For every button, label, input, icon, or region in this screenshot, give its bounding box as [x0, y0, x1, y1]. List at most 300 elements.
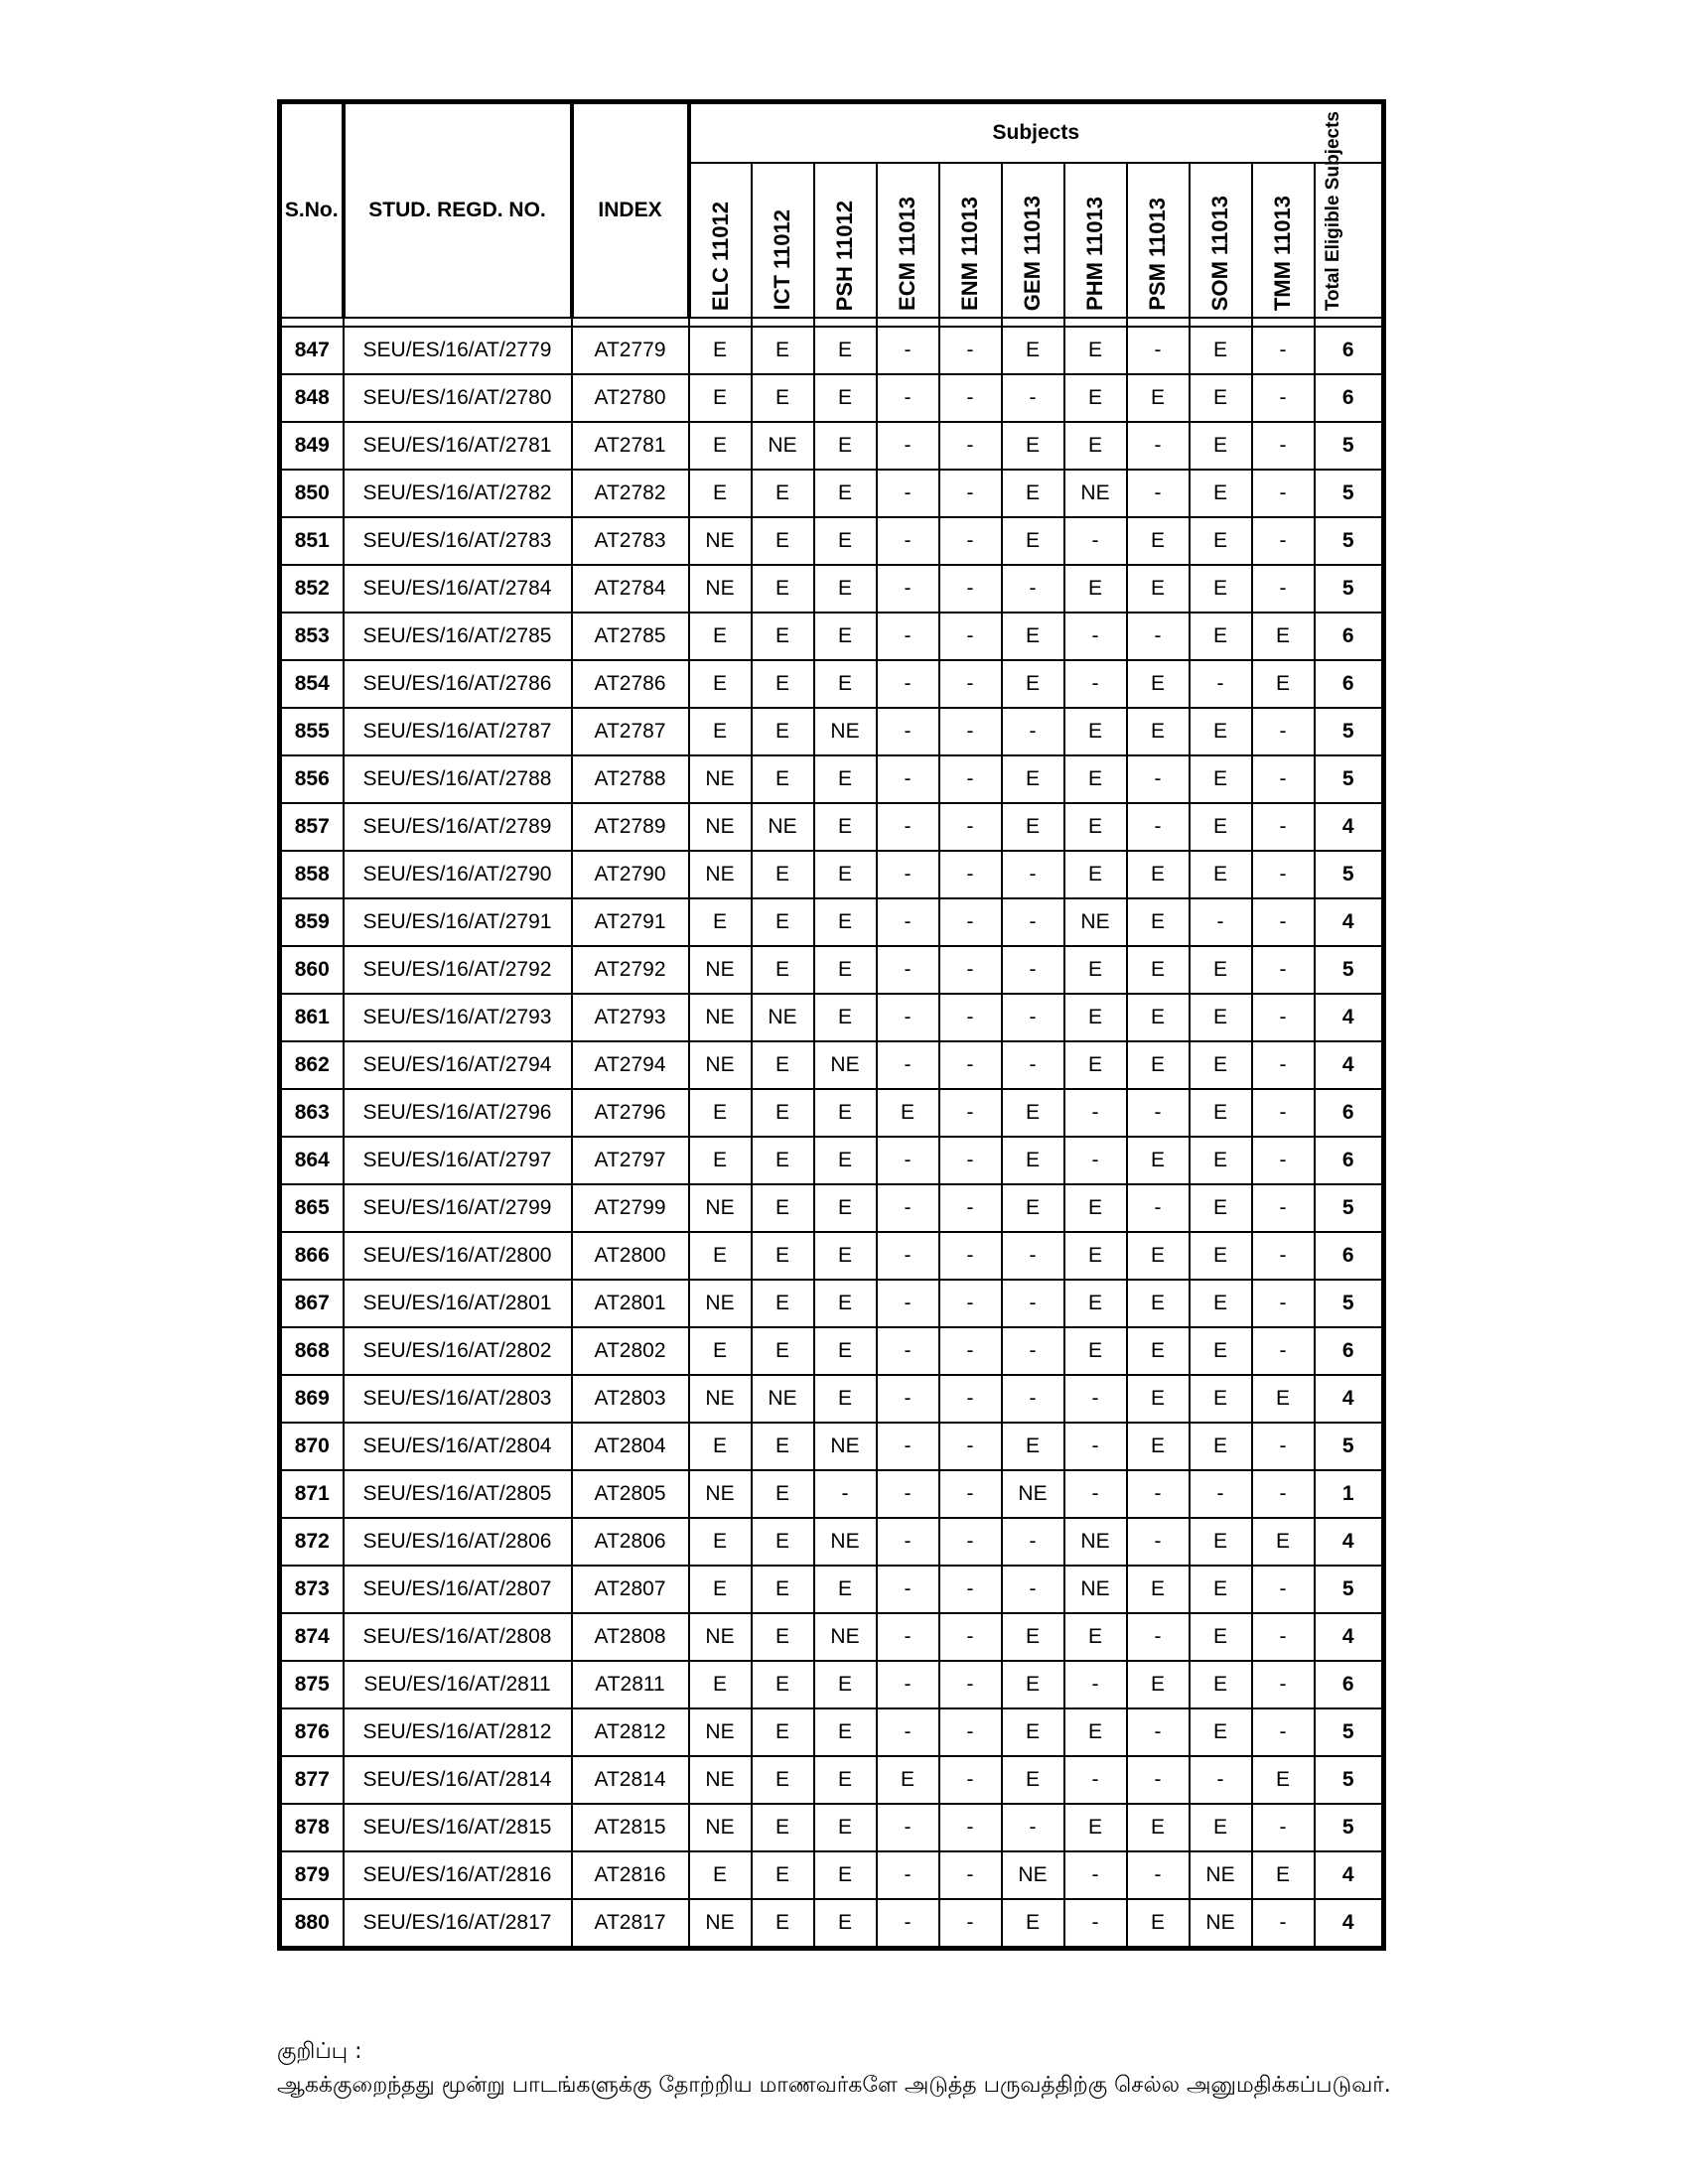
subject-status-cell: -: [1064, 1137, 1127, 1184]
subject-code-label: ELC 11012: [707, 201, 733, 311]
subject-status-cell: E: [752, 898, 814, 946]
subject-status-cell: E: [1002, 327, 1064, 374]
index-cell: AT2789: [572, 803, 689, 851]
subject-status-cell: E: [752, 470, 814, 517]
subject-code-label: PHM 11013: [1082, 197, 1108, 311]
subject-status-cell: E: [1190, 1232, 1252, 1280]
subject-status-cell: NE: [814, 1518, 877, 1566]
spacer-cell: [1127, 318, 1190, 327]
index-cell: AT2794: [572, 1041, 689, 1089]
subject-status-cell: E: [814, 851, 877, 898]
regd-cell: SEU/ES/16/AT/2786: [344, 660, 572, 708]
subject-status-cell: E: [814, 1851, 877, 1899]
total-cell: 4: [1315, 1518, 1384, 1566]
subject-status-cell: -: [877, 565, 939, 613]
regd-cell: SEU/ES/16/AT/2817: [344, 1899, 572, 1949]
sno-cell: 854: [280, 660, 344, 708]
subject-status-cell: E: [1064, 1184, 1127, 1232]
table-row: [280, 898, 1384, 946]
subject-status-cell: -: [939, 422, 1002, 470]
subject-status-cell: -: [877, 898, 939, 946]
table-row: [280, 1423, 1384, 1470]
subject-status-cell: E: [1002, 1184, 1064, 1232]
subject-status-cell: E: [814, 1804, 877, 1851]
subject-status-cell: NE: [1064, 898, 1127, 946]
subject-status-cell: E: [689, 660, 752, 708]
index-cell: AT2814: [572, 1756, 689, 1804]
index-cell: AT2806: [572, 1518, 689, 1566]
subject-status-cell: E: [1127, 565, 1190, 613]
subject-status-cell: NE: [689, 1280, 752, 1327]
subject-status-cell: -: [1002, 1518, 1064, 1566]
subject-status-cell: E: [1064, 946, 1127, 994]
subject-status-cell: E: [814, 898, 877, 946]
sno-cell: 853: [280, 613, 344, 660]
subject-status-cell: -: [1190, 898, 1252, 946]
subject-status-cell: E: [1002, 755, 1064, 803]
subject-status-cell: -: [1064, 517, 1127, 565]
total-cell: 6: [1315, 374, 1384, 422]
spacer-cell: [752, 318, 814, 327]
subject-status-cell: -: [877, 994, 939, 1041]
subject-status-cell: E: [814, 946, 877, 994]
subject-status-cell: -: [1252, 470, 1315, 517]
subject-status-cell: -: [939, 1851, 1002, 1899]
subject-status-cell: -: [1127, 470, 1190, 517]
subject-status-cell: NE: [689, 994, 752, 1041]
subject-status-cell: -: [939, 946, 1002, 994]
subject-status-cell: E: [1064, 803, 1127, 851]
total-cell: 1: [1315, 1470, 1384, 1518]
regd-cell: SEU/ES/16/AT/2807: [344, 1566, 572, 1613]
subject-status-cell: E: [814, 994, 877, 1041]
col-header-subject: [1127, 163, 1190, 318]
subject-status-cell: E: [752, 613, 814, 660]
subject-status-cell: NE: [689, 1708, 752, 1756]
subject-status-cell: -: [1064, 1756, 1127, 1804]
sno-cell: 880: [280, 1899, 344, 1949]
total-cell: 6: [1315, 660, 1384, 708]
spacer-cell: [344, 318, 572, 327]
regd-cell: SEU/ES/16/AT/2811: [344, 1661, 572, 1708]
subject-status-cell: E: [1190, 565, 1252, 613]
total-cell: 4: [1315, 1851, 1384, 1899]
regd-cell: SEU/ES/16/AT/2787: [344, 708, 572, 755]
table-row: [280, 1661, 1384, 1708]
index-cell: AT2807: [572, 1566, 689, 1613]
index-cell: AT2805: [572, 1470, 689, 1518]
subject-status-cell: -: [877, 470, 939, 517]
index-cell: AT2781: [572, 422, 689, 470]
subject-status-cell: E: [1064, 565, 1127, 613]
subject-status-cell: -: [1190, 660, 1252, 708]
subjects-group-header: Subjects: [689, 102, 1384, 164]
subject-status-cell: -: [1252, 1613, 1315, 1661]
subject-status-cell: -: [1252, 565, 1315, 613]
subject-status-cell: E: [1190, 470, 1252, 517]
subject-status-cell: -: [939, 517, 1002, 565]
subject-status-cell: E: [752, 1851, 814, 1899]
subject-status-cell: E: [814, 1661, 877, 1708]
subject-status-cell: E: [689, 1518, 752, 1566]
spacer-cell: [1190, 318, 1252, 327]
subject-status-cell: E: [1190, 1804, 1252, 1851]
subject-status-cell: NE: [1064, 470, 1127, 517]
index-cell: AT2788: [572, 755, 689, 803]
index-cell: AT2817: [572, 1899, 689, 1949]
total-cell: 5: [1315, 1423, 1384, 1470]
subject-status-cell: E: [1127, 1661, 1190, 1708]
spacer-cell: [1002, 318, 1064, 327]
subject-status-cell: -: [1002, 1375, 1064, 1423]
subject-status-cell: -: [1252, 1804, 1315, 1851]
col-header-subject: [1064, 163, 1127, 318]
subject-status-cell: E: [689, 708, 752, 755]
subject-status-cell: -: [939, 1137, 1002, 1184]
table-row: [280, 1232, 1384, 1280]
subject-status-cell: E: [1190, 994, 1252, 1041]
table-row: [280, 1566, 1384, 1613]
index-cell: AT2800: [572, 1232, 689, 1280]
sno-cell: 852: [280, 565, 344, 613]
table-row: [280, 565, 1384, 613]
subject-status-cell: E: [1190, 803, 1252, 851]
sno-cell: 850: [280, 470, 344, 517]
subject-status-cell: -: [1127, 1613, 1190, 1661]
subject-status-cell: -: [1002, 851, 1064, 898]
regd-cell: SEU/ES/16/AT/2782: [344, 470, 572, 517]
footnote-text: ஆகக்குறைந்தது மூன்று பாடங்களுக்கு தோற்றிய மாணவர்களே அடுத்த பருவத்திற்கு செல்ல அனுமதிக்கப்படுவர்.: [277, 2073, 1391, 2098]
subject-status-cell: E: [752, 374, 814, 422]
table-row: [280, 1137, 1384, 1184]
subject-code-label: SOM 11013: [1207, 195, 1233, 311]
subject-status-cell: -: [1252, 517, 1315, 565]
subject-status-cell: -: [1127, 613, 1190, 660]
subject-status-cell: E: [1190, 1375, 1252, 1423]
subject-status-cell: E: [1064, 1232, 1127, 1280]
spacer-cell: [572, 318, 689, 327]
regd-cell: SEU/ES/16/AT/2796: [344, 1089, 572, 1137]
subject-status-cell: NE: [689, 803, 752, 851]
total-cell: 5: [1315, 1184, 1384, 1232]
subject-status-cell: -: [1127, 1470, 1190, 1518]
subject-status-cell: E: [1002, 1089, 1064, 1137]
regd-cell: SEU/ES/16/AT/2812: [344, 1708, 572, 1756]
subject-status-cell: E: [1127, 1137, 1190, 1184]
subject-status-cell: -: [1252, 898, 1315, 946]
subject-status-cell: -: [939, 1232, 1002, 1280]
table-row: [280, 1756, 1384, 1804]
sno-cell: 866: [280, 1232, 344, 1280]
subject-status-cell: E: [752, 1137, 814, 1184]
index-cell: AT2816: [572, 1851, 689, 1899]
subject-status-cell: E: [1252, 613, 1315, 660]
subject-status-cell: -: [1252, 1661, 1315, 1708]
subject-status-cell: NE: [689, 517, 752, 565]
subject-status-cell: -: [877, 1423, 939, 1470]
subject-status-cell: NE: [689, 1470, 752, 1518]
subject-status-cell: -: [877, 1041, 939, 1089]
index-cell: AT2802: [572, 1327, 689, 1375]
subject-status-cell: -: [877, 422, 939, 470]
subject-status-cell: -: [939, 327, 1002, 374]
subject-status-cell: -: [1064, 1470, 1127, 1518]
index-cell: AT2782: [572, 470, 689, 517]
subject-status-cell: E: [1190, 327, 1252, 374]
subject-status-cell: -: [1252, 1280, 1315, 1327]
subject-status-cell: E: [814, 1566, 877, 1613]
subject-status-cell: E: [1127, 1375, 1190, 1423]
subject-status-cell: -: [1252, 708, 1315, 755]
subject-status-cell: E: [1190, 1518, 1252, 1566]
index-cell: AT2780: [572, 374, 689, 422]
subject-status-cell: E: [814, 1137, 877, 1184]
col-header-subject: [752, 163, 814, 318]
subject-status-cell: -: [1002, 1566, 1064, 1613]
subject-status-cell: -: [877, 1804, 939, 1851]
regd-cell: SEU/ES/16/AT/2783: [344, 517, 572, 565]
subject-status-cell: E: [814, 660, 877, 708]
subject-status-cell: NE: [1002, 1470, 1064, 1518]
regd-cell: SEU/ES/16/AT/2805: [344, 1470, 572, 1518]
total-cell: 5: [1315, 1804, 1384, 1851]
subject-status-cell: -: [1190, 1756, 1252, 1804]
subject-status-cell: E: [1190, 1089, 1252, 1137]
subject-status-cell: E: [1252, 1851, 1315, 1899]
subject-status-cell: NE: [1190, 1899, 1252, 1949]
table-row: [280, 1518, 1384, 1566]
subject-status-cell: E: [1002, 613, 1064, 660]
subject-status-cell: E: [689, 470, 752, 517]
total-cell: 6: [1315, 1089, 1384, 1137]
subject-status-cell: E: [1190, 1137, 1252, 1184]
subject-status-cell: -: [939, 1089, 1002, 1137]
subject-status-cell: -: [877, 1232, 939, 1280]
subject-status-cell: E: [689, 1327, 752, 1375]
subject-status-cell: E: [1127, 708, 1190, 755]
subject-status-cell: E: [1002, 517, 1064, 565]
sno-cell: 861: [280, 994, 344, 1041]
subject-status-cell: -: [1252, 1899, 1315, 1949]
table-row: [280, 327, 1384, 374]
index-cell: AT2793: [572, 994, 689, 1041]
subject-status-cell: E: [1127, 946, 1190, 994]
subject-status-cell: -: [939, 374, 1002, 422]
subject-status-cell: E: [689, 1566, 752, 1613]
subject-status-cell: E: [1190, 755, 1252, 803]
subject-status-cell: E: [814, 613, 877, 660]
table-row: [280, 422, 1384, 470]
col-header-subject: [689, 163, 752, 318]
subject-status-cell: E: [1252, 660, 1315, 708]
subject-status-cell: -: [1002, 374, 1064, 422]
subject-status-cell: E: [1127, 1327, 1190, 1375]
subject-status-cell: NE: [1190, 1851, 1252, 1899]
sno-cell: 858: [280, 851, 344, 898]
subject-status-cell: NE: [814, 1041, 877, 1089]
subject-status-cell: E: [752, 660, 814, 708]
total-cell: 6: [1315, 1232, 1384, 1280]
total-cell: 6: [1315, 1661, 1384, 1708]
subject-status-cell: -: [939, 851, 1002, 898]
subject-status-cell: E: [752, 565, 814, 613]
subject-status-cell: -: [1127, 1851, 1190, 1899]
subject-status-cell: -: [1002, 1804, 1064, 1851]
subject-status-cell: -: [1252, 1089, 1315, 1137]
subject-status-cell: -: [1252, 1041, 1315, 1089]
subject-status-cell: NE: [1064, 1566, 1127, 1613]
subject-status-cell: E: [689, 1089, 752, 1137]
subject-status-cell: -: [939, 755, 1002, 803]
col-header-subject: [939, 163, 1002, 318]
subject-status-cell: E: [1190, 1280, 1252, 1327]
subject-status-cell: -: [877, 803, 939, 851]
footnote-label: குறிப்பு :: [277, 2039, 362, 2064]
index-cell: AT2785: [572, 613, 689, 660]
subject-status-cell: E: [1002, 1756, 1064, 1804]
table-row: [280, 1470, 1384, 1518]
sno-cell: 857: [280, 803, 344, 851]
col-header-regd: STUD. REGD. NO.: [344, 102, 572, 319]
subject-status-cell: E: [1127, 1899, 1190, 1949]
table-row: [280, 374, 1384, 422]
subject-status-cell: -: [877, 851, 939, 898]
spacer-cell: [1064, 318, 1127, 327]
subject-status-cell: E: [752, 946, 814, 994]
total-cell: 5: [1315, 565, 1384, 613]
table-row: [280, 613, 1384, 660]
index-cell: AT2787: [572, 708, 689, 755]
subject-status-cell: NE: [814, 1613, 877, 1661]
table-row: [280, 803, 1384, 851]
subject-status-cell: E: [752, 1756, 814, 1804]
subject-status-cell: E: [1002, 1423, 1064, 1470]
subject-status-cell: -: [877, 1518, 939, 1566]
sno-cell: 849: [280, 422, 344, 470]
header-spacer-row: [280, 318, 1384, 327]
subject-status-cell: E: [1190, 1708, 1252, 1756]
sno-cell: 856: [280, 755, 344, 803]
index-cell: AT2797: [572, 1137, 689, 1184]
table-row: [280, 1041, 1384, 1089]
subject-status-cell: -: [1127, 755, 1190, 803]
subject-status-cell: -: [1064, 1851, 1127, 1899]
regd-cell: SEU/ES/16/AT/2804: [344, 1423, 572, 1470]
regd-cell: SEU/ES/16/AT/2815: [344, 1804, 572, 1851]
subject-status-cell: -: [877, 327, 939, 374]
total-cell: 4: [1315, 803, 1384, 851]
table-header: [280, 102, 1384, 319]
footnote: [277, 2035, 1391, 2103]
subject-status-cell: E: [1252, 1518, 1315, 1566]
subject-status-cell: E: [752, 851, 814, 898]
subject-status-cell: NE: [814, 708, 877, 755]
subject-status-cell: E: [814, 1899, 877, 1949]
subject-status-cell: -: [1127, 327, 1190, 374]
subject-status-cell: NE: [1002, 1851, 1064, 1899]
subject-status-cell: E: [1064, 1613, 1127, 1661]
subject-status-cell: -: [1002, 946, 1064, 994]
subject-status-cell: E: [1064, 755, 1127, 803]
subject-status-cell: -: [939, 1566, 1002, 1613]
subject-status-cell: NE: [689, 565, 752, 613]
col-header-subject: [814, 163, 877, 318]
subject-status-cell: E: [1190, 1184, 1252, 1232]
subject-status-cell: E: [689, 1851, 752, 1899]
subject-status-cell: -: [1252, 374, 1315, 422]
subject-status-cell: -: [939, 1661, 1002, 1708]
subject-status-cell: -: [877, 517, 939, 565]
regd-cell: SEU/ES/16/AT/2790: [344, 851, 572, 898]
subject-status-cell: E: [689, 422, 752, 470]
sno-cell: 870: [280, 1423, 344, 1470]
subject-status-cell: NE: [752, 803, 814, 851]
spacer-cell: [939, 318, 1002, 327]
table-row: [280, 660, 1384, 708]
index-cell: AT2801: [572, 1280, 689, 1327]
subject-status-cell: E: [814, 1184, 877, 1232]
subject-status-cell: E: [752, 1804, 814, 1851]
subject-status-cell: -: [939, 1613, 1002, 1661]
subject-status-cell: -: [877, 708, 939, 755]
regd-cell: SEU/ES/16/AT/2788: [344, 755, 572, 803]
total-cell: 5: [1315, 1566, 1384, 1613]
col-header-subject: [1190, 163, 1252, 318]
subject-status-cell: E: [1064, 708, 1127, 755]
index-cell: AT2792: [572, 946, 689, 994]
subject-status-cell: -: [1252, 1470, 1315, 1518]
index-cell: AT2812: [572, 1708, 689, 1756]
subject-status-cell: E: [1064, 851, 1127, 898]
subject-status-cell: NE: [689, 1375, 752, 1423]
table-row: [280, 470, 1384, 517]
subject-status-cell: E: [752, 1470, 814, 1518]
regd-cell: SEU/ES/16/AT/2806: [344, 1518, 572, 1566]
total-eligible-label: Total Eligible Subjects: [1322, 110, 1343, 311]
subject-status-cell: -: [1064, 1899, 1127, 1949]
total-cell: 6: [1315, 613, 1384, 660]
total-cell: 5: [1315, 517, 1384, 565]
subject-code-label: ECM 11013: [895, 197, 920, 311]
subject-status-cell: -: [1252, 851, 1315, 898]
sno-cell: 859: [280, 898, 344, 946]
subject-status-cell: NE: [689, 851, 752, 898]
subject-status-cell: -: [939, 708, 1002, 755]
subject-status-cell: -: [877, 1375, 939, 1423]
sno-cell: 865: [280, 1184, 344, 1232]
sno-cell: 873: [280, 1566, 344, 1613]
total-cell: 4: [1315, 898, 1384, 946]
table-row: [280, 1899, 1384, 1949]
col-header-subject: [1252, 163, 1315, 318]
subject-status-cell: E: [1190, 517, 1252, 565]
subject-status-cell: -: [939, 565, 1002, 613]
subject-status-cell: E: [814, 327, 877, 374]
subject-status-cell: E: [1064, 422, 1127, 470]
subject-status-cell: E: [814, 1232, 877, 1280]
subject-status-cell: E: [1127, 1804, 1190, 1851]
sno-cell: 863: [280, 1089, 344, 1137]
subject-status-cell: -: [1002, 1041, 1064, 1089]
subject-status-cell: -: [939, 1423, 1002, 1470]
subject-status-cell: E: [752, 755, 814, 803]
subject-status-cell: -: [1252, 946, 1315, 994]
index-cell: AT2803: [572, 1375, 689, 1423]
subject-status-cell: E: [752, 1280, 814, 1327]
regd-cell: SEU/ES/16/AT/2784: [344, 565, 572, 613]
index-cell: AT2784: [572, 565, 689, 613]
subject-status-cell: E: [1002, 1613, 1064, 1661]
